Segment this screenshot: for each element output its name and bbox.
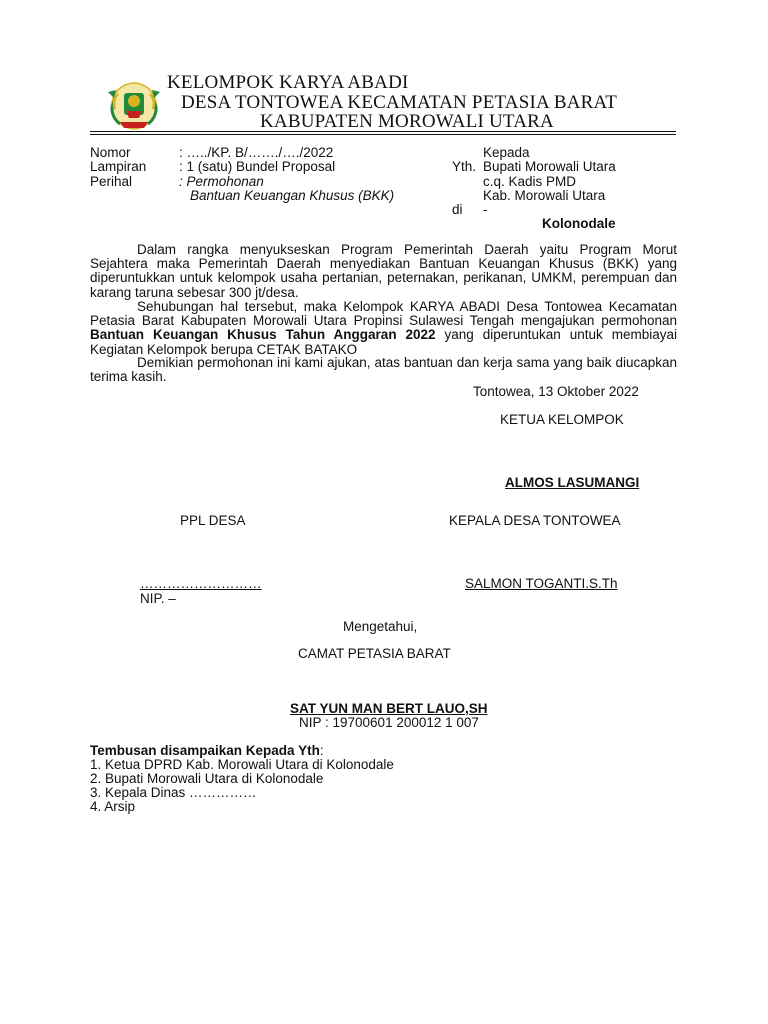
recipient-line-3: Kab. Morowali Utara — [483, 188, 606, 203]
paragraph-2: Sehubungan hal tersebut, maka Kelompok KARYA ABADI Desa Tontowea Kecamatan Petasia Barat Kabupaten Morowali Utara Propinsi Sulawesi Tengah mengajukan permohonan Bantuan Keuangan Khusus Tahun Anggaran 2022 yang diperuntukan untuk membiayai Kegiatan Kelompok berupa CETAK BATAKO — [90, 299, 678, 357]
yth-label: Yth. — [452, 159, 477, 174]
tembusan-title: Tembusan disampaikan Kepada Yth: — [90, 743, 324, 758]
perihal-value: : Permohonan — [179, 174, 264, 189]
recipient-city: Kolonodale — [542, 216, 616, 231]
camat-name: SAT YUN MAN BERT LAUO,SH — [290, 701, 488, 716]
ketua-title: KETUA KELOMPOK — [500, 412, 624, 427]
di-dash: - — [483, 202, 488, 217]
list-item: 3. Kepala Dinas …………… — [90, 785, 257, 800]
di-label: di — [452, 202, 463, 217]
lampiran-value: : 1 (satu) Bundel Proposal — [179, 159, 336, 174]
ppl-nip: NIP. – — [140, 591, 176, 606]
perihal-subject: Bantuan Keuangan Khusus (BKK) — [190, 188, 395, 203]
ketua-name: ALMOS LASUMANGI — [505, 475, 640, 490]
regency-logo — [104, 78, 164, 134]
letterhead-line-3: KABUPATEN MOROWALI UTARA — [260, 111, 554, 132]
mengetahui-label: Mengetahui, — [343, 619, 418, 634]
list-item: 1. Ketua DPRD Kab. Morowali Utara di Kolonodale — [90, 757, 394, 772]
recipient-line-1: Bupati Morowali Utara — [483, 159, 616, 174]
kepada-label: Kepada — [483, 145, 530, 160]
ppl-title: PPL DESA — [180, 513, 246, 528]
ppl-name: ……………………… — [140, 576, 262, 591]
perihal-label: Perihal — [90, 174, 133, 189]
nomor-value: : …../KP. B/……./…./2022 — [179, 145, 334, 160]
camat-title: CAMAT PETASIA BARAT — [298, 646, 451, 661]
letterhead-line-2: DESA TONTOWEA KECAMATAN PETASIA BARAT — [181, 92, 618, 113]
letter-date: Tontowea, 13 Oktober 2022 — [473, 384, 639, 399]
kades-name: SALMON TOGANTI.S.Th — [465, 576, 618, 591]
logo-ribbon-icon — [120, 122, 148, 128]
kades-title: KEPALA DESA TONTOWEA — [449, 513, 621, 528]
list-item: 4. Arsip — [90, 799, 136, 814]
nomor-label: Nomor — [90, 145, 131, 160]
letterhead-divider — [90, 131, 676, 132]
paragraph-1: Dalam rangka menyukseskan Program Pemerintah Daerah yaitu Program Morut Sejahtera maka Pemerintah Daerah menyediakan Bantuan Keuangan Khusus (BKK) yang diperuntukkan untuk kelompok usaha pertanian, peternakan, perikanan, UMKM, perempuan dan karang taruna sebesar 300 jt/desa. — [90, 242, 677, 300]
paragraph-3: Demikian permohonan ini kami ajukan, atas bantuan dan kerja sama yang baik diucapkan terima kasih. — [90, 355, 677, 385]
letterhead-line-1: KELOMPOK KARYA ABADI — [167, 72, 409, 93]
list-item: 2. Bupati Morowali Utara di Kolonodale — [90, 771, 324, 786]
camat-nip: NIP : 19700601 200012 1 007 — [299, 715, 479, 730]
letterhead-divider-thin — [90, 134, 676, 135]
recipient-line-2: c.q. Kadis PMD — [483, 174, 577, 189]
lampiran-label: Lampiran — [90, 159, 147, 174]
